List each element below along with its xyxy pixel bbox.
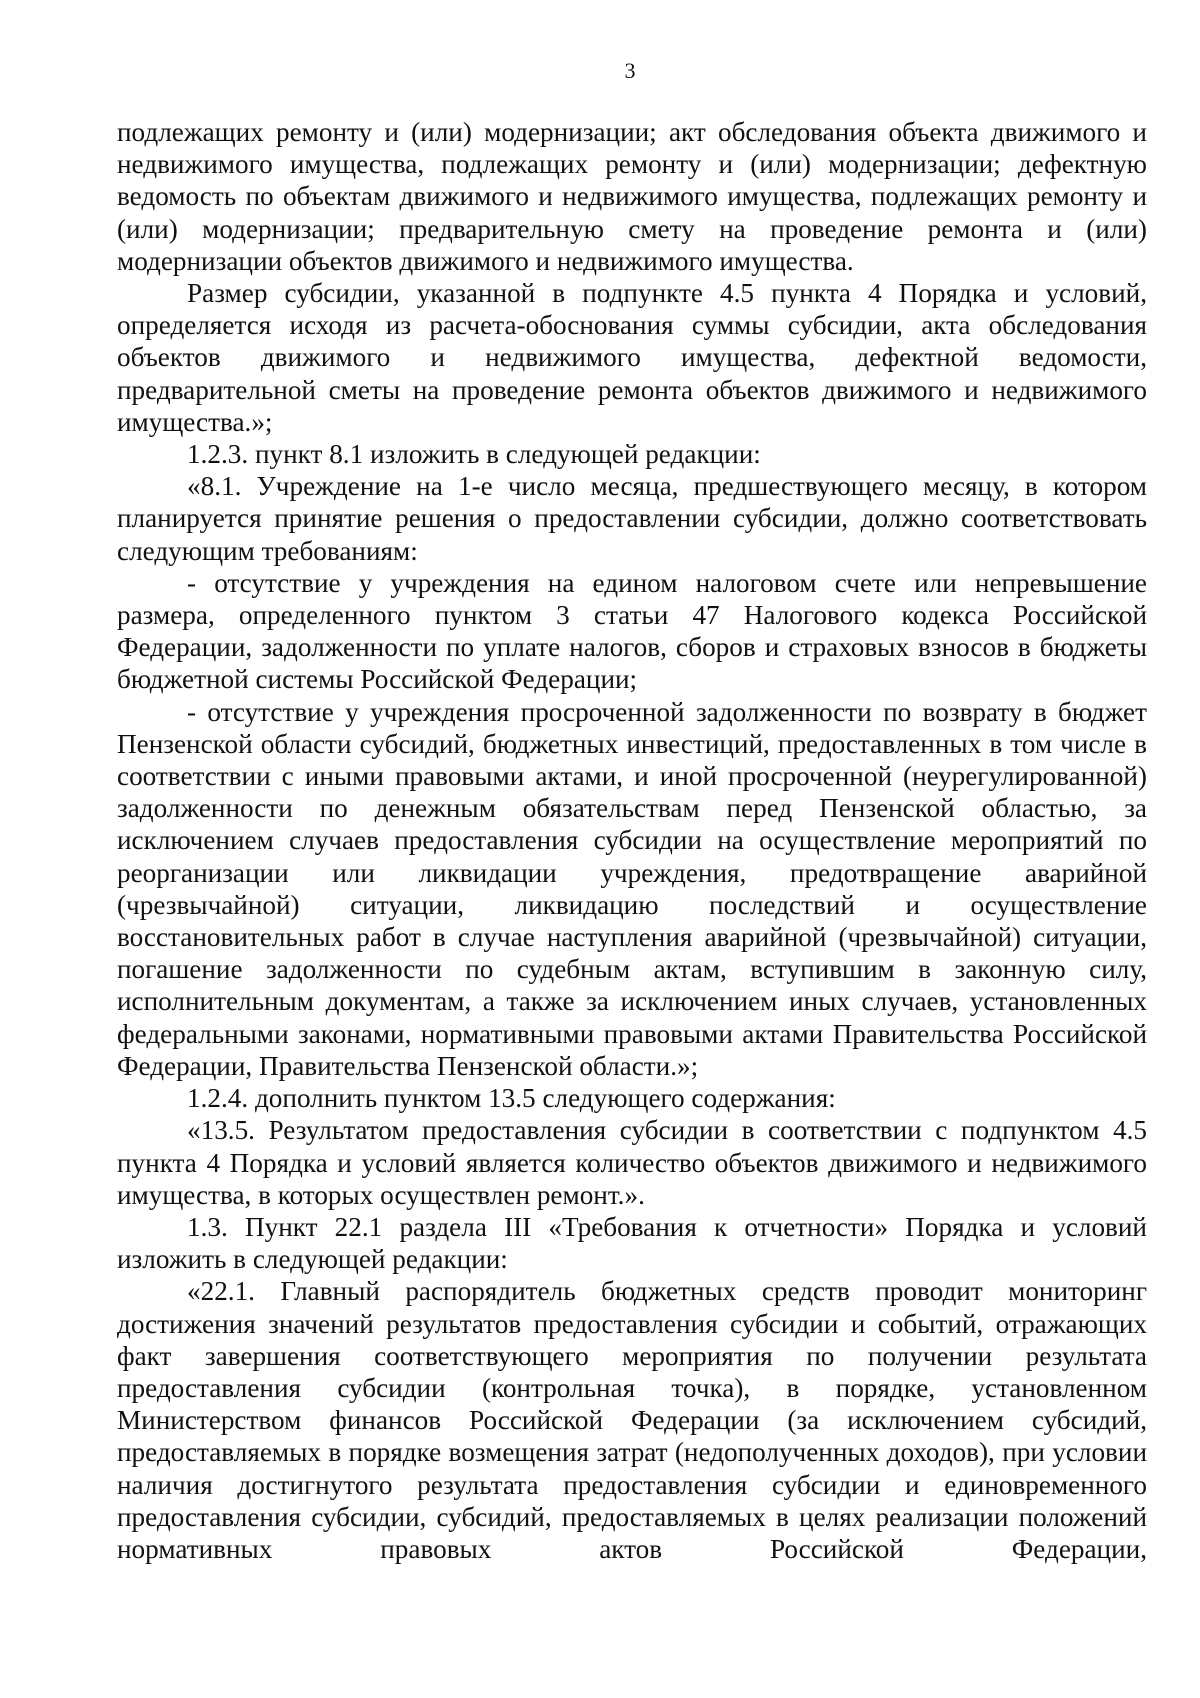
document-body (117, 116, 1147, 1565)
paragraph-item-1-2-4: 1.2.4. дополнить пунктом 13.5 следующего содержания: (187, 1083, 836, 1114)
paragraph-item-1-3: 1.3. Пункт 22.1 раздела III «Требования к отчетности» Порядка и условий изложить в следующей редакции: (117, 1211, 1147, 1275)
paragraph-requirement-tax-debt: - отсутствие у учреждения на едином налоговом счете или непревышение размера, определенного пунктом 3 статьи 47 Налогового кодекса Российской Федерации, задолженности по уплате налогов, сборов и страховых взносов в бюджеты бюджетной системы Российской Федерации; (117, 567, 1147, 695)
paragraph-clause-13-5: «13.5. Результатом предоставления субсидии в соответствии с подпунктом 4.5 пункта 4 Порядка и условий является количество объектов движимого и недвижимого имущества, в которых осуществлен ремонт.». (117, 1115, 1147, 1210)
paragraph-subsidy-amount: Размер субсидии, указанной в подпункте 4.5 пункта 4 Порядка и условий, определяется исходя из расчета-обоснования суммы субсидии, акта обследования объектов движимого и недвижимого имущества, дефектной ведомости, предварительной сметы на проведение ремонта объектов движимого и недвижимого имущества.»; (117, 278, 1147, 437)
paragraph-clause-22-1: «22.1. Главный распорядитель бюджетных средств проводит мониторинг достижения значений результатов предоставления субсидии и событий, отражающих факт завершения соответствующего мероприятия по получении результата предоставления субсидии (контрольная точка), в порядке, установленном Министерством финансов Российской Федерации (за исключением субсидий, предоставляемых в порядке возмещения затрат (недополученных доходов), при условии наличия достигнутого результата предоставления субсидии и единовременного предоставления субсидии, субсидий, предоставляемых в целях реализации положений нормативных правовых актов Российской Федерации, (117, 1276, 1147, 1564)
paragraph-continuation: подлежащих ремонту и (или) модернизации; акт обследования объекта движимого и недвижимого имущества, подлежащих ремонту и (или) модернизации; дефектную ведомость по объектам движимого и недвижимого имущества, подлежащих ремонту и (или) модернизации; предварительную смету на проведение ремонта и (или) модернизации объектов движимого и недвижимого имущества. (117, 117, 1147, 276)
paragraph-item-1-2-3: 1.2.3. пункт 8.1 изложить в следующей редакции: (187, 439, 761, 470)
paragraph-clause-8-1: «8.1. Учреждение на 1-е число месяца, предшествующего месяцу, в котором планируется принятие решения о предоставлении субсидии, должно соответствовать следующим требованиям: (117, 471, 1147, 566)
paragraph-requirement-overdue-debt: - отсутствие у учреждения просроченной задолженности по возврату в бюджет Пензенской области субсидий, бюджетных инвестиций, предоставленных в том числе в соответствии с иными правовыми актами, и иной просроченной (неурегулированной) задолженности по денежным обязательствам перед Пензенской областью, за исключением случаев предоставления субсидии на осуществление мероприятий по реорганизации или ликвидации учреждения, предотвращение аварийной (чрезвычайной) ситуации, ликвидацию последствий и осуществление восстановительных работ в случае наступления аварийной (чрезвычайной) ситуации, погашение задолженности по судебным актам, вступившим в законную силу, исполнительным документам, а также за исключением иных случаев, установленных федеральными законами, нормативными правовыми актами Правительства Российской Федерации, Правительства Пензенской области.»; (117, 696, 1147, 1081)
page-number: 3 (624, 58, 636, 83)
